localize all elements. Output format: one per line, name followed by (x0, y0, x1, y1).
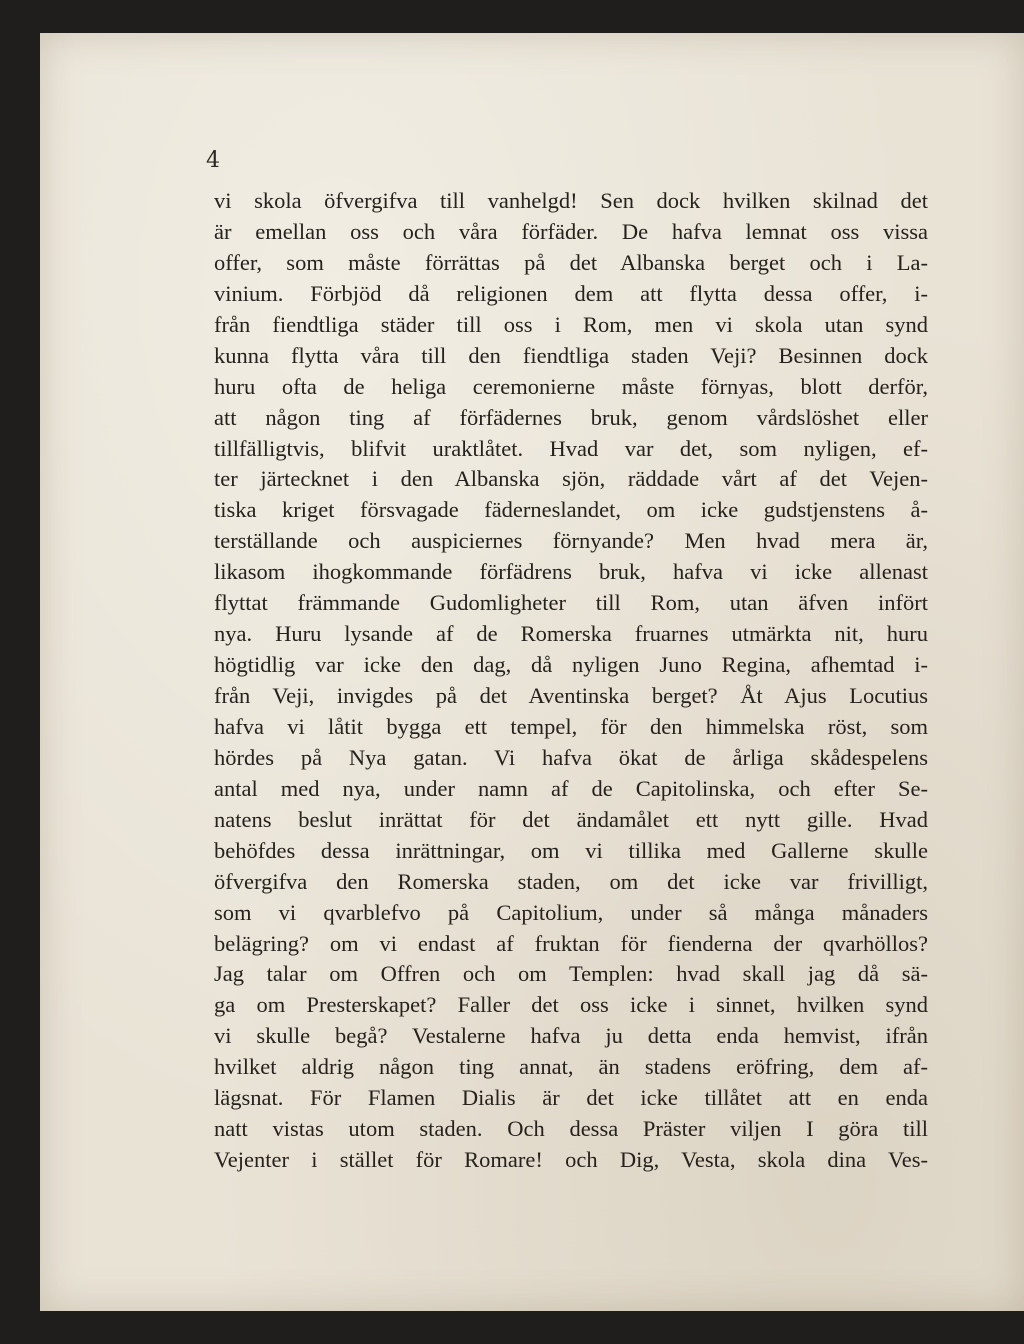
text-line: vinium. Förbjöd då religionen dem att flytta dessa offer, i- (214, 280, 928, 306)
text-line: antal med nya, under namn af de Capitolinska, och efter Se- (214, 775, 928, 801)
text-line: tiska kriget försvagade fäderneslandet, om icke gudstjenstens å- (214, 497, 928, 523)
text-line: från Veji, invigdes på det Aventinska berget? Åt Ajus Locutius (214, 683, 928, 708)
text-line: hvilket aldrig någon ting annat, än stadens eröfring, dem af- (214, 1054, 928, 1080)
text-line: natens beslut inrättat för det ändamålet ett nytt gille. Hvad (214, 806, 928, 832)
text-line: Jag talar om Offren och om Templen: hvad skall jag då sä- (214, 961, 928, 987)
text-line: flyttat främmande Gudomligheter till Rom, utan äfven infört (214, 590, 928, 616)
text-line: hafva vi låtit bygga ett tempel, för den himmelska röst, som (214, 713, 928, 739)
text-line: högtidlig var icke den dag, då nyligen Juno Regina, afhemtad i- (214, 652, 928, 678)
text-line: belägring? om vi endast af fruktan för fienderna der qvarhöllos? (214, 930, 928, 956)
text-line: ga om Presterskapet? Faller det oss icke i sinnet, hvilken synd (214, 992, 928, 1018)
text-line: nya. Huru lysande af de Romerska fruarnes utmärkta nit, huru (214, 621, 928, 647)
text-line: är emellan oss och våra förfäder. De hafva lemnat oss vissa (214, 218, 928, 244)
text-line: huru ofta de heliga ceremonierne måste förnyas, blott derför, (214, 373, 928, 399)
text-line: från fiendtliga städer till oss i Rom, men vi skola utan synd (214, 311, 928, 337)
text-line: kunna flytta våra till den fiendtliga staden Veji? Besinnen dock (214, 342, 928, 368)
text-line: behöfdes dessa inrättningar, om vi tillika med Gallerne skulle (214, 837, 928, 863)
text-line: som vi qvarblefvo på Capitolium, under så många månaders (214, 899, 928, 925)
text-line: terställande och auspiciernes förnyande? Men hvad mera är, (214, 528, 928, 554)
text-line: vi skulle begå? Vestalerne hafva ju detta enda hemvist, ifrån (214, 1023, 928, 1049)
text-line: hördes på Nya gatan. Vi hafva ökat de årliga skådespelens (214, 744, 928, 770)
text-line: tillfälligtvis, blifvit uraktlåtet. Hvad var det, som nyligen, ef- (214, 435, 928, 461)
text-line: likasom ihogkommande förfädrens bruk, hafva vi icke allenast (214, 559, 928, 585)
text-line: lägsnat. För Flamen Dialis är det icke tillåtet att en enda (214, 1085, 928, 1111)
text-line: att någon ting af förfädernes bruk, genom vårdslöshet eller (214, 404, 928, 430)
text-line: Vejenter i stället för Romare! och Dig, Vesta, skola dina Ves- (214, 1147, 928, 1173)
text-line: öfvergifva den Romerska staden, om det icke var frivilligt, (214, 868, 928, 894)
text-line: offer, som måste förrättas på det Albanska berget och i La- (214, 249, 928, 275)
body-text (214, 186, 928, 1176)
text-line: ter järtecknet i den Albanska sjön, räddade vårt af det Vejen- (214, 466, 928, 492)
page-number: 4 (206, 148, 220, 173)
text-line: natt vistas utom staden. Och dessa Präster viljen I göra till (214, 1116, 928, 1142)
text-line: vi skola öfvergifva till vanhelgd! Sen dock hvilken skilnad det (214, 188, 928, 213)
